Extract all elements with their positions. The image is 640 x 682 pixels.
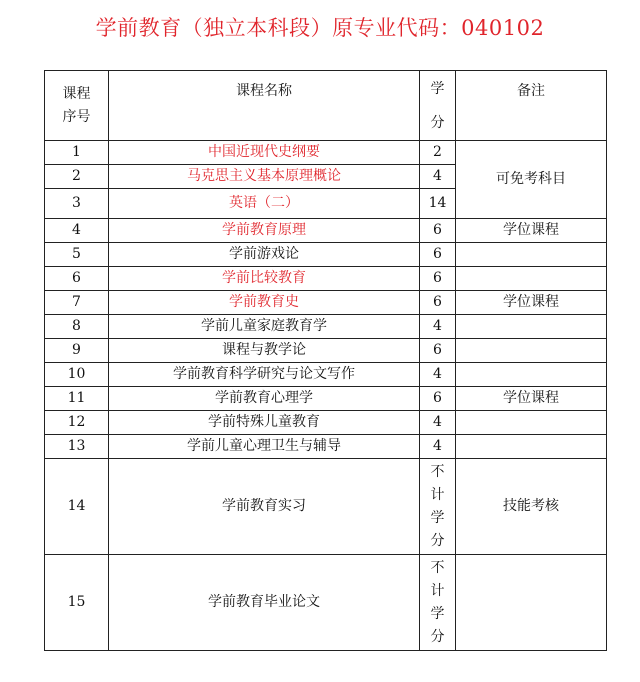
table-row [45, 435, 607, 459]
header-course-name: 课程名称 [109, 71, 420, 141]
header-credit [420, 71, 456, 141]
row-course-name: 学前教育实习 [109, 459, 420, 555]
row-course-name: 学前比较教育 [109, 267, 420, 291]
row-seq: 6 [45, 267, 109, 291]
curriculum-table [44, 70, 607, 651]
row-seq: 4 [45, 219, 109, 243]
table-row [45, 243, 607, 267]
table-row [45, 555, 607, 651]
row-course-name: 学前教育史 [109, 291, 420, 315]
row-note: 学位课程 [456, 219, 607, 243]
header-credit-line1: 学 [430, 80, 445, 97]
table-row [45, 141, 607, 165]
header-seq-line1: 课程 [62, 85, 91, 102]
credit-char: 计 [430, 486, 445, 503]
row-note [456, 435, 607, 459]
row-note-merged: 可免考科目 [456, 141, 607, 219]
row-credit-stacked [420, 555, 456, 651]
table-row [45, 315, 607, 339]
header-notes: 备注 [456, 71, 607, 141]
row-credit: 6 [420, 243, 456, 267]
row-note [456, 267, 607, 291]
credit-char: 分 [430, 628, 445, 645]
row-seq: 9 [45, 339, 109, 363]
table-row [45, 411, 607, 435]
page-title: 学前教育（独立本科段）原专业代码：040102 [95, 16, 545, 40]
row-course-name: 学前儿童心理卫生与辅导 [109, 435, 420, 459]
row-note [456, 243, 607, 267]
row-seq: 5 [45, 243, 109, 267]
row-note: 学位课程 [456, 291, 607, 315]
credit-char: 不 [430, 463, 445, 480]
row-seq: 7 [45, 291, 109, 315]
table-row [45, 219, 607, 243]
row-course-name: 学前游戏论 [109, 243, 420, 267]
row-credit: 4 [420, 411, 456, 435]
row-credit: 4 [420, 435, 456, 459]
table-row [45, 459, 607, 555]
row-seq: 2 [45, 165, 109, 189]
table-row [45, 339, 607, 363]
row-course-name: 学前儿童家庭教育学 [109, 315, 420, 339]
row-credit: 6 [420, 267, 456, 291]
header-seq-line2: 序号 [62, 108, 91, 125]
credit-char: 分 [430, 532, 445, 549]
row-credit-stacked [420, 459, 456, 555]
table-row [45, 291, 607, 315]
row-credit: 6 [420, 339, 456, 363]
row-credit: 6 [420, 387, 456, 411]
credit-char: 学 [430, 509, 445, 526]
row-course-name: 学前特殊儿童教育 [109, 411, 420, 435]
row-seq: 12 [45, 411, 109, 435]
row-seq: 14 [45, 459, 109, 555]
row-credit: 6 [420, 291, 456, 315]
row-credit: 6 [420, 219, 456, 243]
row-seq: 3 [45, 189, 109, 219]
credit-char: 不 [430, 559, 445, 576]
table-row [45, 267, 607, 291]
row-credit: 2 [420, 141, 456, 165]
row-course-name: 英语（二） [109, 189, 420, 219]
row-seq: 8 [45, 315, 109, 339]
header-seq [45, 71, 109, 141]
row-seq: 10 [45, 363, 109, 387]
row-note [456, 555, 607, 651]
row-note: 技能考核 [456, 459, 607, 555]
row-note [456, 339, 607, 363]
row-note [456, 411, 607, 435]
row-credit: 4 [420, 315, 456, 339]
row-note [456, 315, 607, 339]
row-note: 学位课程 [456, 387, 607, 411]
row-course-name: 学前教育毕业论文 [109, 555, 420, 651]
row-credit: 4 [420, 363, 456, 387]
row-course-name: 马克思主义基本原理概论 [109, 165, 420, 189]
row-course-name: 中国近现代史纲要 [109, 141, 420, 165]
row-credit: 14 [420, 189, 456, 219]
header-credit-line2: 分 [430, 114, 445, 131]
row-seq: 13 [45, 435, 109, 459]
row-course-name: 学前教育科学研究与论文写作 [109, 363, 420, 387]
row-seq: 11 [45, 387, 109, 411]
row-course-name: 课程与教学论 [109, 339, 420, 363]
row-course-name: 学前教育原理 [109, 219, 420, 243]
row-seq: 15 [45, 555, 109, 651]
row-credit: 4 [420, 165, 456, 189]
row-seq: 1 [45, 141, 109, 165]
table-row [45, 363, 607, 387]
credit-char: 学 [430, 605, 445, 622]
table-row [45, 387, 607, 411]
row-course-name: 学前教育心理学 [109, 387, 420, 411]
credit-char: 计 [430, 582, 445, 599]
row-note [456, 363, 607, 387]
table-header-row [45, 71, 607, 141]
